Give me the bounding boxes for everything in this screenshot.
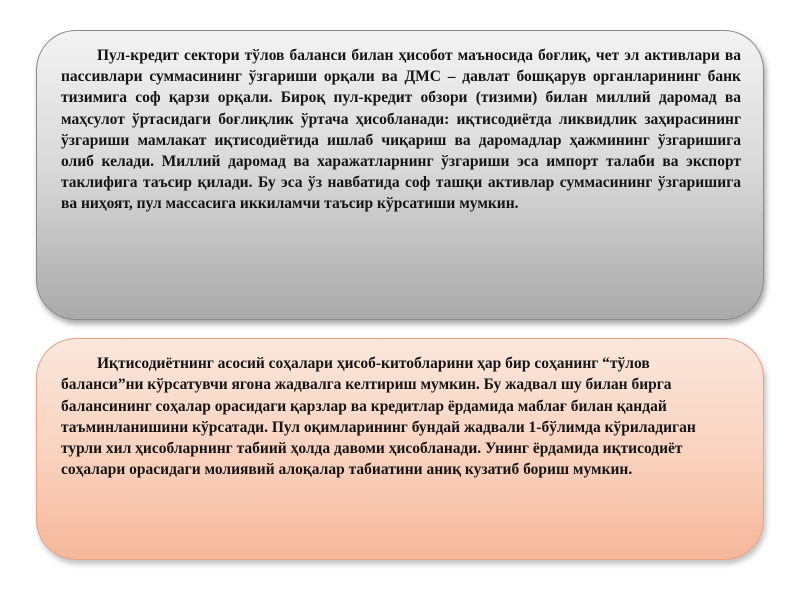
bottom-paragraph: Иқтисодиётнинг асосий соҳалари ҳисоб-китобларини ҳар бир соҳанинг “тўлов баланси”ни кўрсатувчи ягона жадвалга келтириш мумкин. Бу жадвал шу билан бирга балансининг соҳалар орасидаги қарзлар ва кредитлар ёрдамида маблағ билан қандай таъминланишини кўрсатади. Пул оқимларининг бундай жадвали 1-бўлимда кўриладиган турли хил ҳисобларнинг табиий ҳолда давоми ҳисобланади. Унинг ёрдамида иқтисодиёт соҳалари орасидаги молиявий алоқалар табиатини аниқ кузатиб бориш мумкин. — [61, 355, 696, 479]
top-text-box — [36, 30, 764, 320]
top-paragraph: Пул-кредит сектори тўлов баланси билан ҳисобот маъносида боғлиқ, чет эл активлари ва пассивлари суммасининг ўзгариши орқали ва ДМС – давлат бошқарув органларининг банк тизимига соф қарзи орқали. Бироқ пул-кредит обзори (тизими) билан миллий даромад ва маҳсулот ўртасидаги боғлиқлик ўртача ҳисобланади: иқтисодиётда ликвидлик заҳирасининг ўзгариши мамлакат иқтисодиётида ишлаб чиқариш ва даромадлар ҳажмининг ўзгаришига олиб келади. Миллий даромад ва харажатларнинг ўзгариши эса импорт талаби ва экспорт таклифига таъсир қилади. Бу эса ўз навбатида соф ташқи активлар суммасининг ўзгаришига ва ниҳоят, пул массасига иккиламчи таъсир кўрсатиши мумкин. — [61, 47, 741, 213]
bottom-text-box — [36, 338, 764, 560]
